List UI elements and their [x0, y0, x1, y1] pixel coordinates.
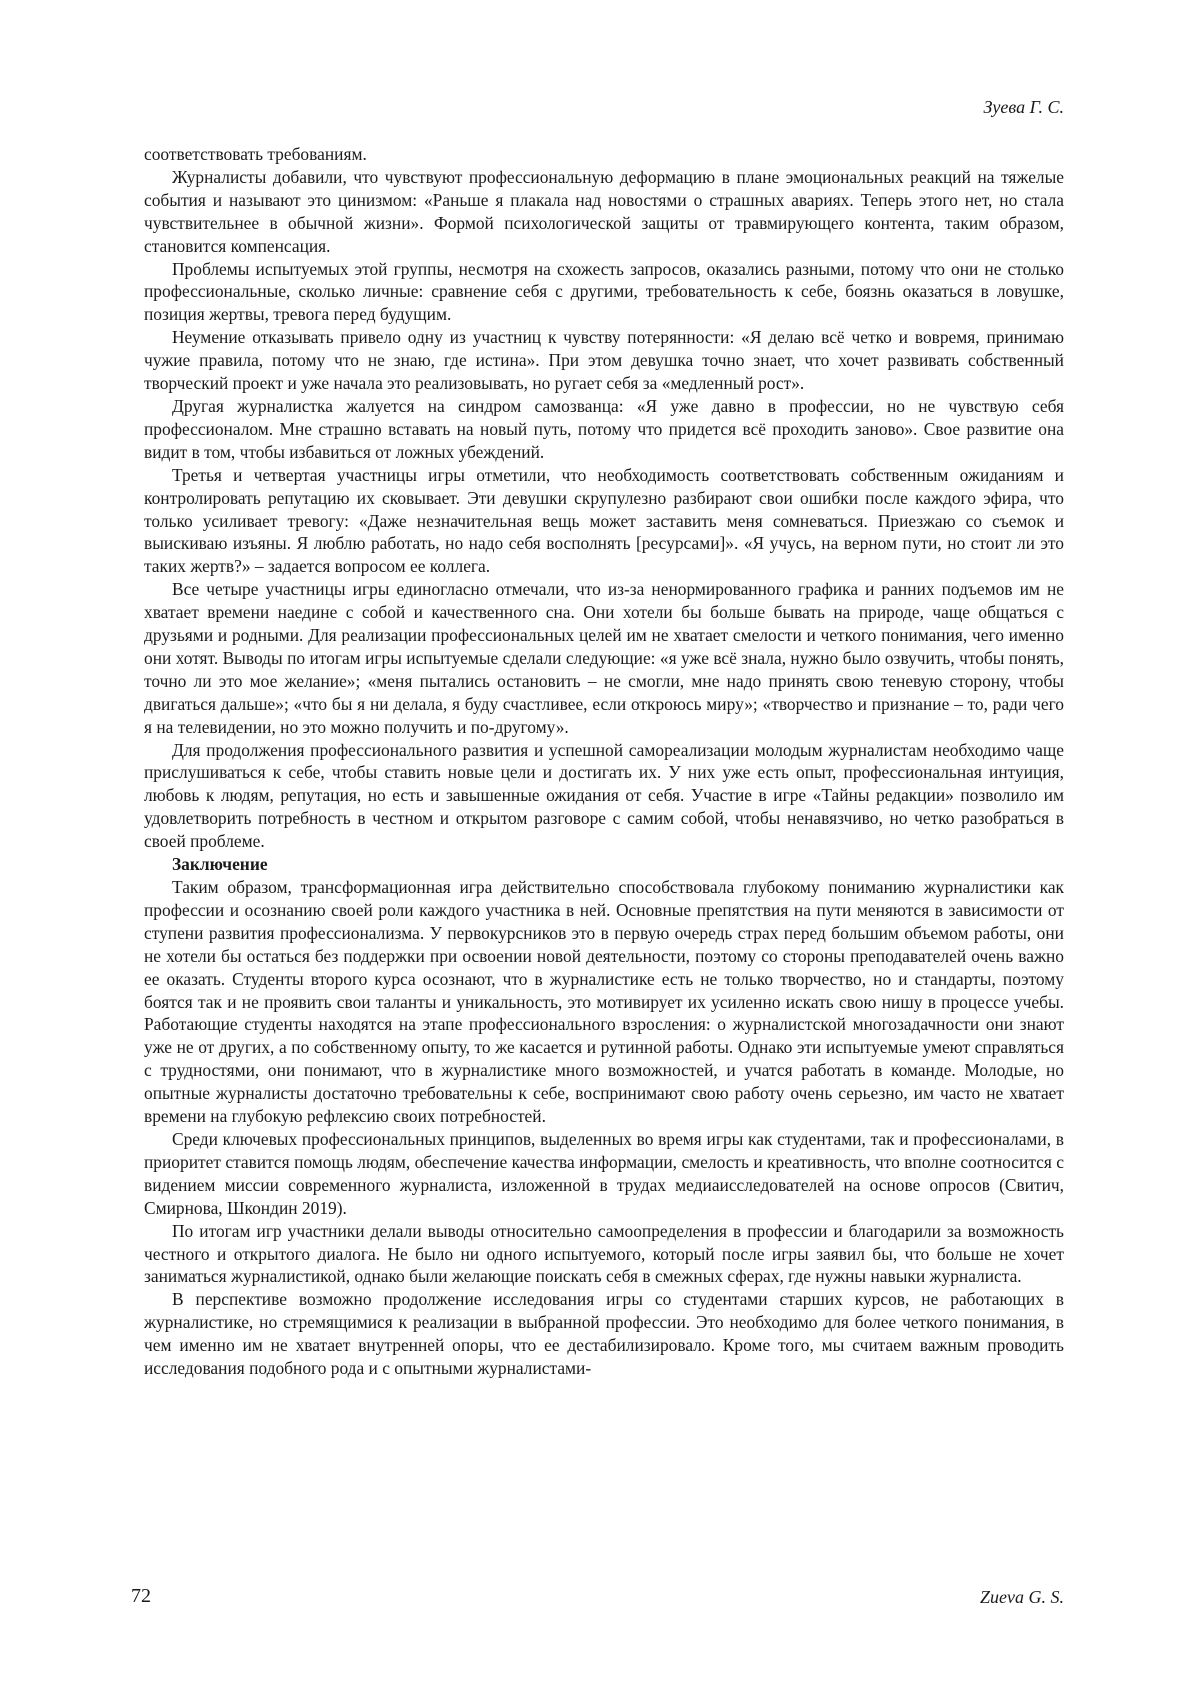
- paragraph: Третья и четвертая участницы игры отметили, что необходимость соответствовать собственным ожиданиям и контролировать репутацию их сковывает. Эти девушки скрупулезно разбирают свои ошибки после каждого эфира, что только усиливает тревогу: «Даже незначительная вещь может заставить меня сомневаться. Приезжаю со съемок и выискиваю изъяны. Я люблю работать, но надо себя восполнять [ресурсами]». «Я учусь, на верном пути, но стоит ли это таких жертв?» – задается вопросом ее коллега.: [144, 464, 1064, 577]
- running-footer-author: Zueva G. S.: [980, 1587, 1064, 1607]
- paragraph: Журналисты добавили, что чувствуют профессиональную деформацию в плане эмоциональных реакций на тяжелые события и называют это цинизмом: «Раньше я плакала над новостями о страшных авариях. Теперь этого нет, но стала чувствительнее в обычной жизни». Формой психологической защиты от травмирующего контента, таким образом, становится компенсация.: [144, 166, 1064, 256]
- paragraph: Проблемы испытуемых этой группы, несмотря на схожесть запросов, оказались разными, потому что они не столько профессиональные, сколько личные: сравнение себя с другими, требовательность к себе, боязнь оказаться в ловушке, позиция жертвы, тревога перед будущим.: [144, 258, 1064, 325]
- paragraph: В перспективе возможно продолжение исследования игры со студентами старших курсов, не работающих в журналистике, но стремящимися к реализации в выбранной профессии. Это необходимо для более четкого понимания, в чем именно им не хватает внутренней опоры, что ее дестабилизировало. Кроме того, мы считаем важным проводить исследования подобного рода и с опытными журналистами-: [144, 1289, 1064, 1379]
- running-header-author: Зуева Г. С.: [983, 97, 1064, 117]
- article-body: [144, 143, 1064, 1380]
- section-heading-conclusion: Заключение: [172, 854, 268, 875]
- page-number: 72: [131, 1585, 151, 1607]
- paragraph: Таким образом, трансформационная игра действительно способствовала глубокому пониманию журналистики как профессии и осознанию своей роли каждого участника в ней. Основные препятствия на пути меняются в зависимости от ступени развития профессионализма. У первокурсников это в первую очередь страх перед большим объемом работы, они не хотели бы остаться без поддержки при освоении новой деятельности, поэтому со стороны преподавателей очень важно ее оказать. Студенты второго курса осознают, что в журналистике есть не только творчество, но и стандарты, поэтому боятся так и не проявить свои таланты и уникальность, это мотивирует их усиленно искать свою нишу в процессе учебы. Работающие студенты находятся на этапе профессионального взросления: о журналистской многозадачности они знают уже не от других, а по собственному опыту, то же касается и рутинной работы. Однако эти испытуемые умеют справляться с трудностями, они понимают, что в журналистике много возможностей, и учатся работать в команде. Молодые, но опытные журналисты достаточно требовательны к себе, воспринимают свою работу очень серьезно, им часто не хватает времени на глубокую рефлексию своих потребностей.: [144, 877, 1064, 1127]
- paragraph: Неумение отказывать привело одну из участниц к чувству потерянности: «Я делаю всё четко и вовремя, принимаю чужие правила, потому что не знаю, где истина». При этом девушка точно знает, что хочет развивать собственный творческий проект и уже начала это реализовывать, но ругает себя за «медленный рост».: [144, 327, 1064, 394]
- paragraph-continuation: соответствовать требованиям.: [144, 144, 367, 164]
- paragraph: По итогам игр участники делали выводы относительно самоопределения в профессии и благодарили за возможность честного и открытого диалога. Не было ни одного испытуемого, который после игры заявил бы, что больше не хочет заниматься журналистикой, однако были желающие поискать себя в смежных сферах, где нужны навыки журналиста.: [144, 1220, 1064, 1287]
- paragraph: Другая журналистка жалуется на синдром самозванца: «Я уже давно в профессии, но не чувствую себя профессионалом. Мне страшно вставать на новый путь, потому что придется всё проходить заново». Свое развитие она видит в том, чтобы избавиться от ложных убеждений.: [144, 395, 1064, 462]
- paragraph: Для продолжения профессионального развития и успешной самореализации молодым журналистам необходимо чаще прислушиваться к себе, чтобы ставить новые цели и достигать их. У них уже есть опыт, профессиональная интуиция, любовь к людям, репутация, но есть и завышенные ожидания от себя. Участие в игре «Тайны редакции» позволило им удовлетворить потребность в честном и открытом разговоре с самим собой, чтобы ненавязчиво, но четко разобраться в своей проблеме.: [144, 739, 1064, 852]
- paragraph: Среди ключевых профессиональных принципов, выделенных во время игры как студентами, так и профессионалами, в приоритет ставится помощь людям, обеспечение качества информации, смелость и креативность, что вполне соотносится с видением миссии современного журналиста, изложенной в трудах медиаисследователей на основе опросов (Свитич, Смирнова, Шкондин 2019).: [144, 1128, 1064, 1218]
- paragraph: Все четыре участницы игры единогласно отмечали, что из-за ненормированного графика и ранних подъемов им не хватает времени наедине с собой и качественного сна. Они хотели бы больше бывать на природе, чаще общаться с друзьями и родными. Для реализации профессиональных целей им не хватает смелости и четкого понимания, чего именно они хотят. Выводы по итогам игры испытуемые сделали следующие: «я уже всё знала, нужно было озвучить, чтобы понять, точно ли это мое желание»; «меня пытались остановить – не смогли, мне надо принять свою теневую сторону, чтобы двигаться дальше»; «что бы я ни делала, я буду счастливее, если откроюсь миру»; «творчество и признание – то, ради чего я на телевидении, но это можно получить и по-другому».: [144, 579, 1064, 737]
